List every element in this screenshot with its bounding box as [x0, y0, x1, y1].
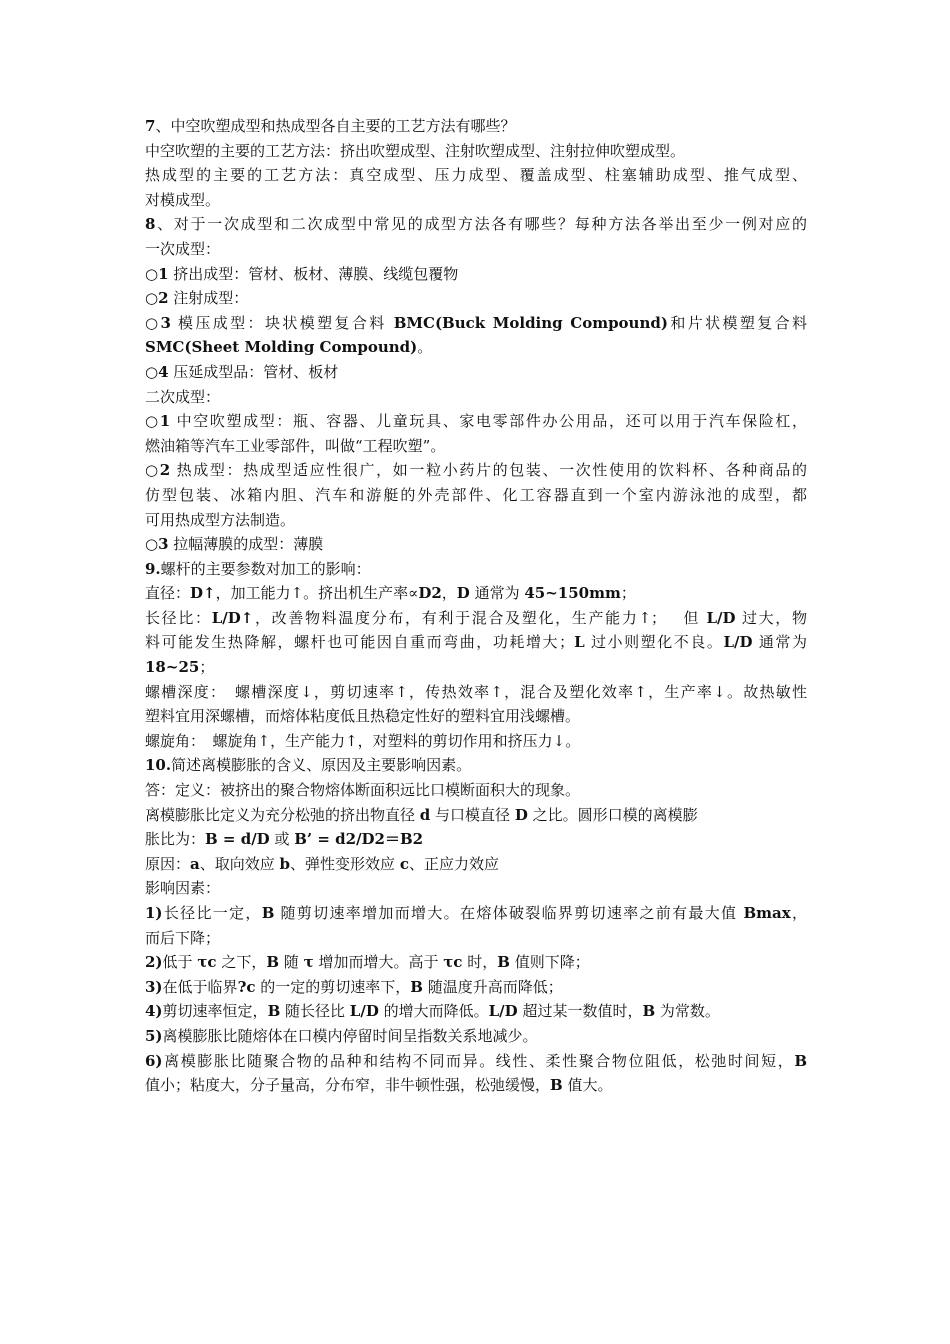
- text-segment: 、对于一次成型和二次成型中常见的成型方法各有哪些？每种方法各举出至少一例对应的: [155, 215, 807, 234]
- text-segment: 、正应力效应: [408, 854, 499, 873]
- text-segment: 螺槽深度： 螺槽深度↓，剪切速率↑，传热效率↑，混合及塑化效率↑，生产率↓。故热敏性: [145, 682, 807, 701]
- text-segment: ，: [441, 584, 457, 603]
- bold-text-segment: ?c: [237, 977, 256, 996]
- text-segment: ，改善物料温度分布，有利于混合及塑化，生产能力↑； 但: [253, 608, 707, 627]
- text-segment: 影响因素：: [145, 879, 221, 898]
- text-segment: 、取向效应: [199, 854, 280, 873]
- text-segment: 模压成型：块状模塑复合料: [170, 313, 394, 332]
- text-segment: ，: [790, 904, 807, 922]
- bold-text-segment: L/D: [723, 633, 753, 652]
- text-segment: 压延成型品：管材、板材: [168, 362, 339, 381]
- bold-text-segment: 4): [145, 1002, 163, 1021]
- text-line: [145, 901, 807, 926]
- text-segment: ○: [145, 313, 161, 332]
- text-segment: 拉幅薄膜的成型：薄膜: [168, 535, 324, 554]
- bold-text-segment: B: [261, 904, 275, 922]
- bold-text-segment: b: [279, 854, 291, 873]
- text-segment: 、中空吹塑成型和热成型各自主要的工艺方法有哪些？: [155, 117, 516, 135]
- text-segment: 仿型包装、冰箱内胆、汽车和游艇的外壳部件、化工容器直到一个室内游泳池的成型，都: [145, 485, 807, 504]
- bold-text-segment: 3: [158, 535, 169, 554]
- bold-text-segment: D: [456, 584, 470, 603]
- text-segment: 随: [279, 953, 304, 972]
- text-line: [145, 483, 807, 508]
- bold-text-segment: L: [574, 633, 585, 652]
- text-segment: 螺杆的主要参数对加工的影响：: [160, 559, 371, 578]
- text-segment: 长径比：: [145, 608, 212, 627]
- text-segment: 而后下降；: [145, 928, 221, 947]
- bold-text-segment: D: [514, 805, 528, 824]
- text-segment: 通常为: [469, 584, 525, 603]
- text-segment: 随长径比: [280, 1002, 350, 1021]
- text-segment: 中空吹塑的主要的工艺方法：挤出吹塑成型、注射吹塑成型、注射拉伸吹塑成型。: [145, 141, 686, 160]
- text-segment: 注射成型：: [168, 289, 249, 308]
- text-segment: 一次成型：: [145, 239, 221, 258]
- text-line: [145, 385, 807, 410]
- text-segment: 料可能发生热降解，螺杆也可能因自重而弯曲，功耗增大；: [145, 633, 575, 652]
- text-segment: 可用热成型方法制造。: [145, 510, 296, 529]
- text-segment: 随温度升高而降低；: [422, 977, 563, 996]
- text-segment: 挤出成型：管材、板材、薄膜、线缆包覆物: [168, 264, 459, 283]
- text-line: [145, 360, 807, 385]
- bold-text-segment: B: [550, 1076, 563, 1095]
- text-segment: ○: [145, 535, 159, 554]
- text-segment: 超过某一数值时，: [517, 1002, 643, 1021]
- text-line: [145, 458, 807, 483]
- bold-text-segment: 3): [145, 977, 163, 996]
- text-line: [145, 975, 807, 1000]
- bold-text-segment: 18~25: [145, 658, 200, 677]
- bold-text-segment: 6): [145, 1051, 163, 1070]
- text-segment: ○: [145, 289, 159, 308]
- text-line: [145, 655, 807, 680]
- bold-text-segment: 9.: [145, 559, 161, 578]
- text-line: [145, 335, 807, 360]
- text-line: [145, 999, 807, 1024]
- text-segment: ○: [145, 362, 159, 381]
- text-line: [145, 557, 807, 582]
- text-segment: ○: [145, 461, 160, 480]
- text-line: [145, 852, 807, 877]
- text-line: [145, 311, 807, 336]
- text-line: [145, 606, 807, 631]
- bold-text-segment: 45~150mm: [524, 584, 621, 603]
- text-segment: 增加而增大。高于: [313, 953, 444, 972]
- text-line: [145, 532, 807, 557]
- bold-text-segment: D↑: [190, 584, 216, 603]
- document-body: [145, 114, 807, 1098]
- bold-text-segment: B: [794, 1051, 807, 1070]
- bold-text-segment: 2): [145, 953, 163, 972]
- text-segment: 对模成型。: [145, 190, 221, 209]
- text-segment: 热成型的主要的工艺方法：真空成型、压力成型、覆盖成型、柱塞辅助成型、推气成型、: [145, 166, 807, 185]
- bold-text-segment: B: [642, 1002, 656, 1021]
- bold-text-segment: τc: [443, 953, 463, 972]
- text-segment: 值则下降；: [509, 953, 590, 972]
- text-segment: 之比。圆形口模的离模膨: [527, 805, 698, 824]
- text-segment: ；: [199, 658, 215, 677]
- text-segment: 之下，: [216, 953, 267, 972]
- text-segment: 离模膨胀比定义为充分松弛的挤出物直径: [145, 805, 420, 824]
- text-line: [145, 114, 807, 139]
- bold-text-segment: 1): [145, 904, 163, 922]
- bold-text-segment: L/D↑: [211, 608, 254, 627]
- bold-text-segment: c: [399, 854, 409, 873]
- text-line: [145, 1024, 807, 1049]
- text-segment: 与口模直径: [430, 805, 515, 824]
- bold-text-segment: 5): [145, 1026, 163, 1045]
- text-line: [145, 581, 807, 606]
- text-segment: 直径：: [145, 584, 191, 603]
- bold-text-segment: D2: [418, 584, 442, 603]
- text-segment: 的一定的剪切速率下，: [255, 977, 411, 996]
- text-segment: ○: [145, 264, 159, 283]
- text-segment: 简述离模膨胀的含义、原因及主要影响因素。: [171, 756, 472, 775]
- text-segment: 离模膨胀比随熔体在口模内停留时间呈指数关系地减少。: [162, 1026, 538, 1045]
- bold-text-segment: 8: [145, 215, 156, 234]
- text-line: [145, 753, 807, 778]
- text-line: [145, 409, 807, 434]
- bold-text-segment: d: [419, 805, 431, 824]
- bold-text-segment: B: [266, 953, 280, 972]
- bold-text-segment: B: [497, 953, 510, 972]
- bold-text-segment: 10.: [145, 756, 172, 775]
- text-segment: 答：定义：被挤出的聚合物熔体断面积远比口模断面积大的现象。: [145, 781, 581, 800]
- text-segment: 长径比一定，: [162, 904, 262, 922]
- bold-text-segment: L/D: [706, 608, 736, 627]
- text-segment: ，加工能力↑。挤出机生产率∝: [215, 584, 419, 603]
- text-line: [145, 778, 807, 803]
- text-line: [145, 950, 807, 975]
- text-line: [145, 1049, 807, 1074]
- text-segment: 过大，物: [735, 608, 807, 627]
- text-segment: 热成型：热成型适应性很广，如一粒小药片的包装、一次性使用的饮料杯、各种商品的: [170, 461, 807, 480]
- text-line: [145, 827, 807, 852]
- text-segment: 值大。: [562, 1076, 613, 1095]
- text-segment: 胀比为：: [145, 830, 206, 849]
- text-line: [145, 680, 807, 705]
- text-line: [145, 212, 807, 237]
- text-line: [145, 262, 807, 287]
- text-segment: 塑料宜用深螺槽，而熔体粘度低且热稳定性好的塑料宜用浅螺槽。: [145, 707, 581, 726]
- bold-text-segment: SMC(Sheet Molding Compound): [145, 338, 418, 357]
- bold-text-segment: B: [267, 1002, 281, 1021]
- text-segment: 。: [417, 338, 433, 357]
- bold-text-segment: L/D: [488, 1002, 518, 1021]
- text-line: [145, 508, 807, 533]
- bold-text-segment: BMC(Buck Molding Compound): [393, 313, 668, 332]
- bold-text-segment: 1: [158, 264, 169, 283]
- bold-text-segment: a: [190, 854, 200, 873]
- text-segment: 随剪切速率增加而增大。在熔体破裂临界剪切速率之前有最大值: [274, 904, 744, 922]
- text-line: [145, 434, 807, 459]
- text-segment: 、弹性变形效应: [290, 854, 400, 873]
- bold-text-segment: τ: [303, 953, 314, 972]
- text-line: [145, 286, 807, 311]
- text-line: [145, 803, 807, 828]
- bold-text-segment: 2: [158, 289, 169, 308]
- text-segment: 低于: [162, 953, 198, 972]
- text-line: [145, 876, 807, 901]
- text-segment: ○: [145, 412, 160, 431]
- text-line: [145, 1073, 807, 1098]
- text-line: [145, 163, 807, 188]
- text-line: [145, 630, 807, 655]
- bold-text-segment: τc: [197, 953, 217, 972]
- bold-text-segment: 1: [159, 412, 171, 431]
- bold-text-segment: Bmax: [743, 904, 791, 922]
- text-segment: 燃油箱等汽车工业零部件，叫做“工程吹塑”。: [145, 436, 446, 455]
- text-segment: 时，: [462, 953, 498, 972]
- bold-text-segment: 2: [159, 461, 171, 480]
- text-segment: 过小则塑化不良。: [584, 633, 724, 652]
- text-segment: 的增大而降低。: [378, 1002, 489, 1021]
- text-segment: 离模膨胀比随聚合物的品种和结构不同而异。线性、柔性聚合物位阻低，松弛时间短，: [162, 1051, 795, 1070]
- bold-text-segment: 4: [158, 362, 169, 381]
- text-segment: 二次成型：: [145, 387, 221, 406]
- text-segment: 通常为: [752, 633, 807, 652]
- bold-text-segment: L/D: [349, 1002, 379, 1021]
- bold-text-segment: 3: [160, 313, 171, 332]
- text-segment: 在低于临界: [162, 977, 238, 996]
- text-segment: 螺旋角： 螺旋角↑，生产能力↑，对塑料的剪切作用和挤压力↓。: [145, 731, 581, 750]
- text-line: [145, 926, 807, 951]
- text-segment: 剪切速率恒定，: [162, 1002, 268, 1021]
- text-line: [145, 704, 807, 729]
- text-segment: 或: [269, 830, 295, 849]
- text-line: [145, 188, 807, 213]
- bold-text-segment: B’ = d2/D2＝B2: [294, 830, 424, 849]
- bold-text-segment: B = d/D: [205, 830, 270, 849]
- text-segment: 原因：: [145, 854, 191, 873]
- text-segment: 和片状模塑复合料: [667, 313, 807, 332]
- text-segment: ；: [620, 584, 636, 603]
- text-line: [145, 139, 807, 164]
- text-line: [145, 729, 807, 754]
- text-line: [145, 237, 807, 262]
- text-segment: 中空吹塑成型：瓶、容器、儿童玩具、家电零部件办公用品，还可以用于汽车保险杠，: [170, 412, 807, 431]
- text-segment: 为常数。: [655, 1002, 720, 1021]
- text-segment: 值小；粘度大，分子量高，分布窄，非牛顿性强，松弛缓慢，: [145, 1076, 551, 1095]
- bold-text-segment: B: [410, 977, 423, 996]
- bold-text-segment: 7: [145, 117, 156, 135]
